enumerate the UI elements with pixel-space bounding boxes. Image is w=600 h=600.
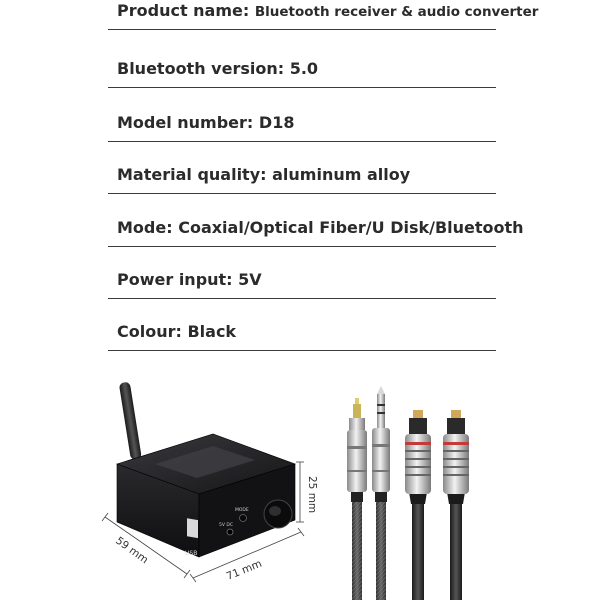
volume-knob-icon [264, 500, 292, 528]
optical-cable-1 [405, 410, 431, 600]
spec-label: Colour: [117, 322, 182, 341]
optical-cable-2 [443, 410, 469, 600]
spec-label: Bluetooth version: [117, 59, 285, 78]
spec-value: Black [187, 322, 237, 341]
spec-list [108, 0, 539, 352]
spec-value: 5.0 [289, 59, 319, 78]
spec-value: Bluetooth receiver & audio converter [254, 4, 539, 20]
aux-cable [372, 386, 390, 600]
spec-label: Product name: [117, 1, 250, 20]
spec-row-bluetooth-version [108, 36, 496, 88]
spec-row-colour [108, 299, 496, 351]
dc-port-icon [227, 529, 233, 535]
spec-label: Model number: [117, 113, 254, 132]
spec-value: 5V [238, 270, 262, 289]
mode-label: MODE [235, 508, 249, 513]
usb-port-icon [187, 518, 198, 538]
depth-dimension-label: 59 mm [113, 534, 151, 567]
width-dimension-label: 71 mm [224, 557, 264, 583]
spec-row-mode [108, 195, 524, 247]
spec-label: Mode: [117, 218, 173, 237]
spec-row-model-number [108, 90, 496, 142]
spec-value: D18 [258, 113, 295, 132]
spec-label: Power input: [117, 270, 233, 289]
bluetooth-receiver-device [117, 382, 295, 557]
dc-label: 5V DC [219, 523, 233, 528]
spec-value: Coaxial/Optical Fiber/U Disk/Bluetooth [178, 218, 524, 237]
coaxial-cable [347, 398, 367, 600]
height-dimension-label: 25 mm [306, 476, 318, 514]
usb-label: USB [185, 550, 198, 557]
spec-row-power-input [108, 247, 496, 299]
spec-value: aluminum alloy [272, 165, 411, 184]
mode-button-icon [240, 515, 247, 522]
spec-row-material [108, 142, 496, 194]
product-photo [95, 372, 495, 600]
spec-label: Material quality: [117, 165, 267, 184]
spec-row-product-name [108, 0, 539, 30]
antenna-icon [119, 382, 142, 461]
